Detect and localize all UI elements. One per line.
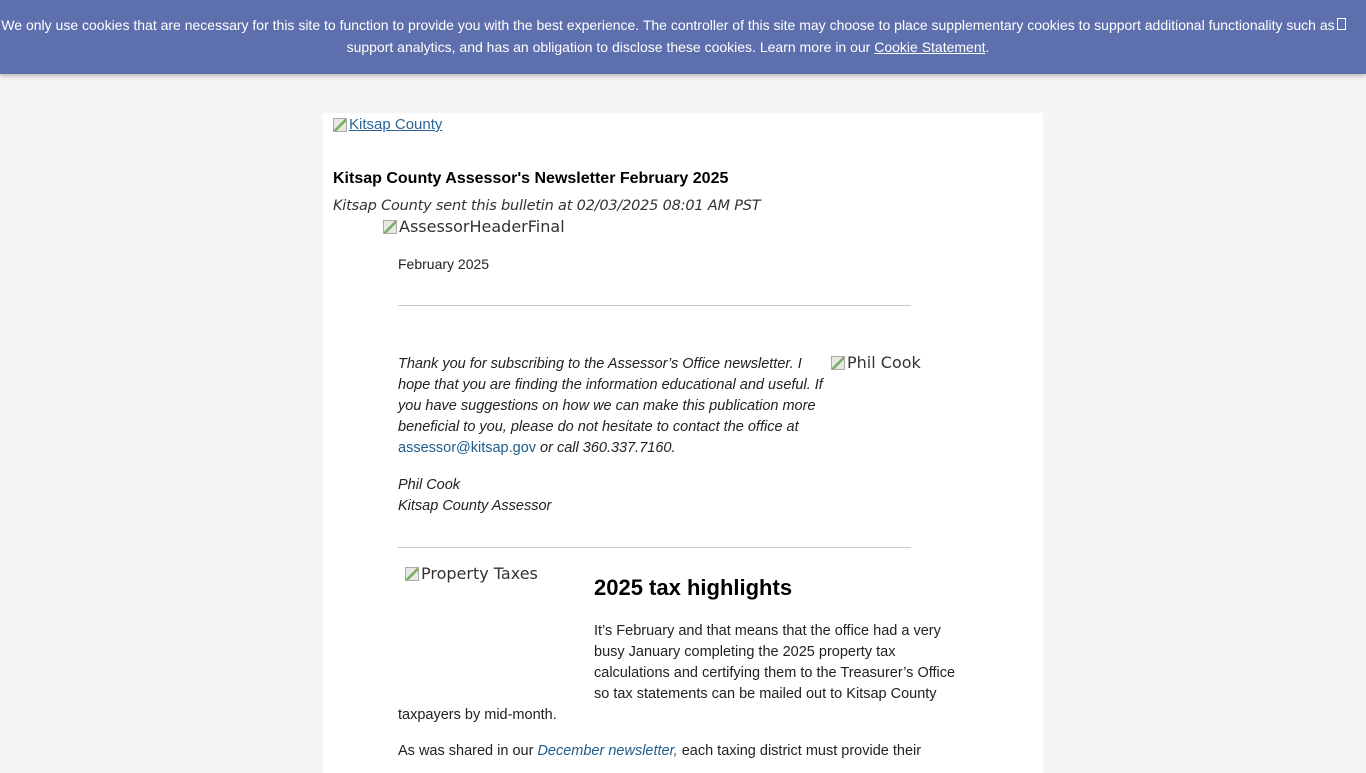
cookie-text-line2: support analytics, and has an obligation to disclose these cookies. Learn more in our (346, 39, 875, 55)
tax-paragraph-1: It’s February and that means that the office had a very busy January completing the 2025 property tax calculations and certifying them to the Treasurer’s Office so tax statements can be mailed out to Kitsap County (594, 623, 956, 702)
signature-name: Phil Cook (398, 477, 461, 493)
signature-title: Kitsap County Assessor (398, 498, 552, 514)
cookie-text-line1: We only use cookies that are necessary for this site to function to provide you with the best experience. The controller of this site may choose to place supplementary cookies to support additional functionality such as (1, 17, 1335, 33)
header-image-alt: AssessorHeaderFinal (399, 217, 565, 236)
cookie-statement-link[interactable]: Cookie Statement (874, 39, 986, 55)
cookie-banner (0, 0, 1366, 74)
divider (398, 305, 911, 306)
bulletin-title: Kitsap County Assessor's Newsletter February 2025 (333, 170, 729, 187)
tax-paragraph-2-suffix: each taxing district must provide their (677, 743, 922, 759)
december-newsletter-link[interactable]: December newsletter, (537, 743, 678, 759)
tax-image-alt: Property Taxes (421, 564, 538, 583)
kitsap-county-logo-link[interactable] (333, 116, 442, 133)
tax-paragraph-2 (398, 741, 968, 762)
property-taxes-image (405, 564, 538, 583)
bulletin-meta: Kitsap County sent this bulletin at 02/03/2025 08:01 AM PST (333, 198, 761, 214)
tax-paragraph-1-tail: taxpayers by mid-month. (398, 707, 557, 723)
newsletter-date: February 2025 (398, 256, 490, 272)
broken-image-icon (831, 356, 845, 370)
photo-alt-text: Phil Cook (847, 353, 921, 372)
assessor-email-link[interactable]: assessor@kitsap.gov (398, 440, 537, 456)
phil-cook-photo (831, 353, 921, 372)
broken-image-icon (405, 567, 419, 581)
broken-image-icon (383, 220, 397, 234)
cookie-message (0, 14, 1336, 58)
close-icon[interactable] (1334, 16, 1348, 32)
logo-alt-text: Kitsap County (349, 116, 443, 133)
cookie-text-suffix: . (985, 39, 990, 55)
divider (398, 547, 911, 548)
tax-paragraph-2-prefix: As was shared in our (398, 743, 538, 759)
broken-image-icon (333, 118, 347, 132)
signature (398, 475, 551, 517)
assessor-header-image (383, 217, 565, 236)
intro-paragraph (398, 354, 828, 459)
intro-text: Thank you for subscribing to the Assessor’s Office newsletter. I hope that you are finding the information educational and useful. If you have suggestions on how we can make this publication more beneficial to you, please do not hesitate to contact the office at (398, 356, 823, 435)
bulletin-card (323, 113, 1043, 773)
section-heading: 2025 tax highlights (594, 575, 793, 600)
intro-text-tail: or call 360.337.7160. (536, 440, 676, 456)
